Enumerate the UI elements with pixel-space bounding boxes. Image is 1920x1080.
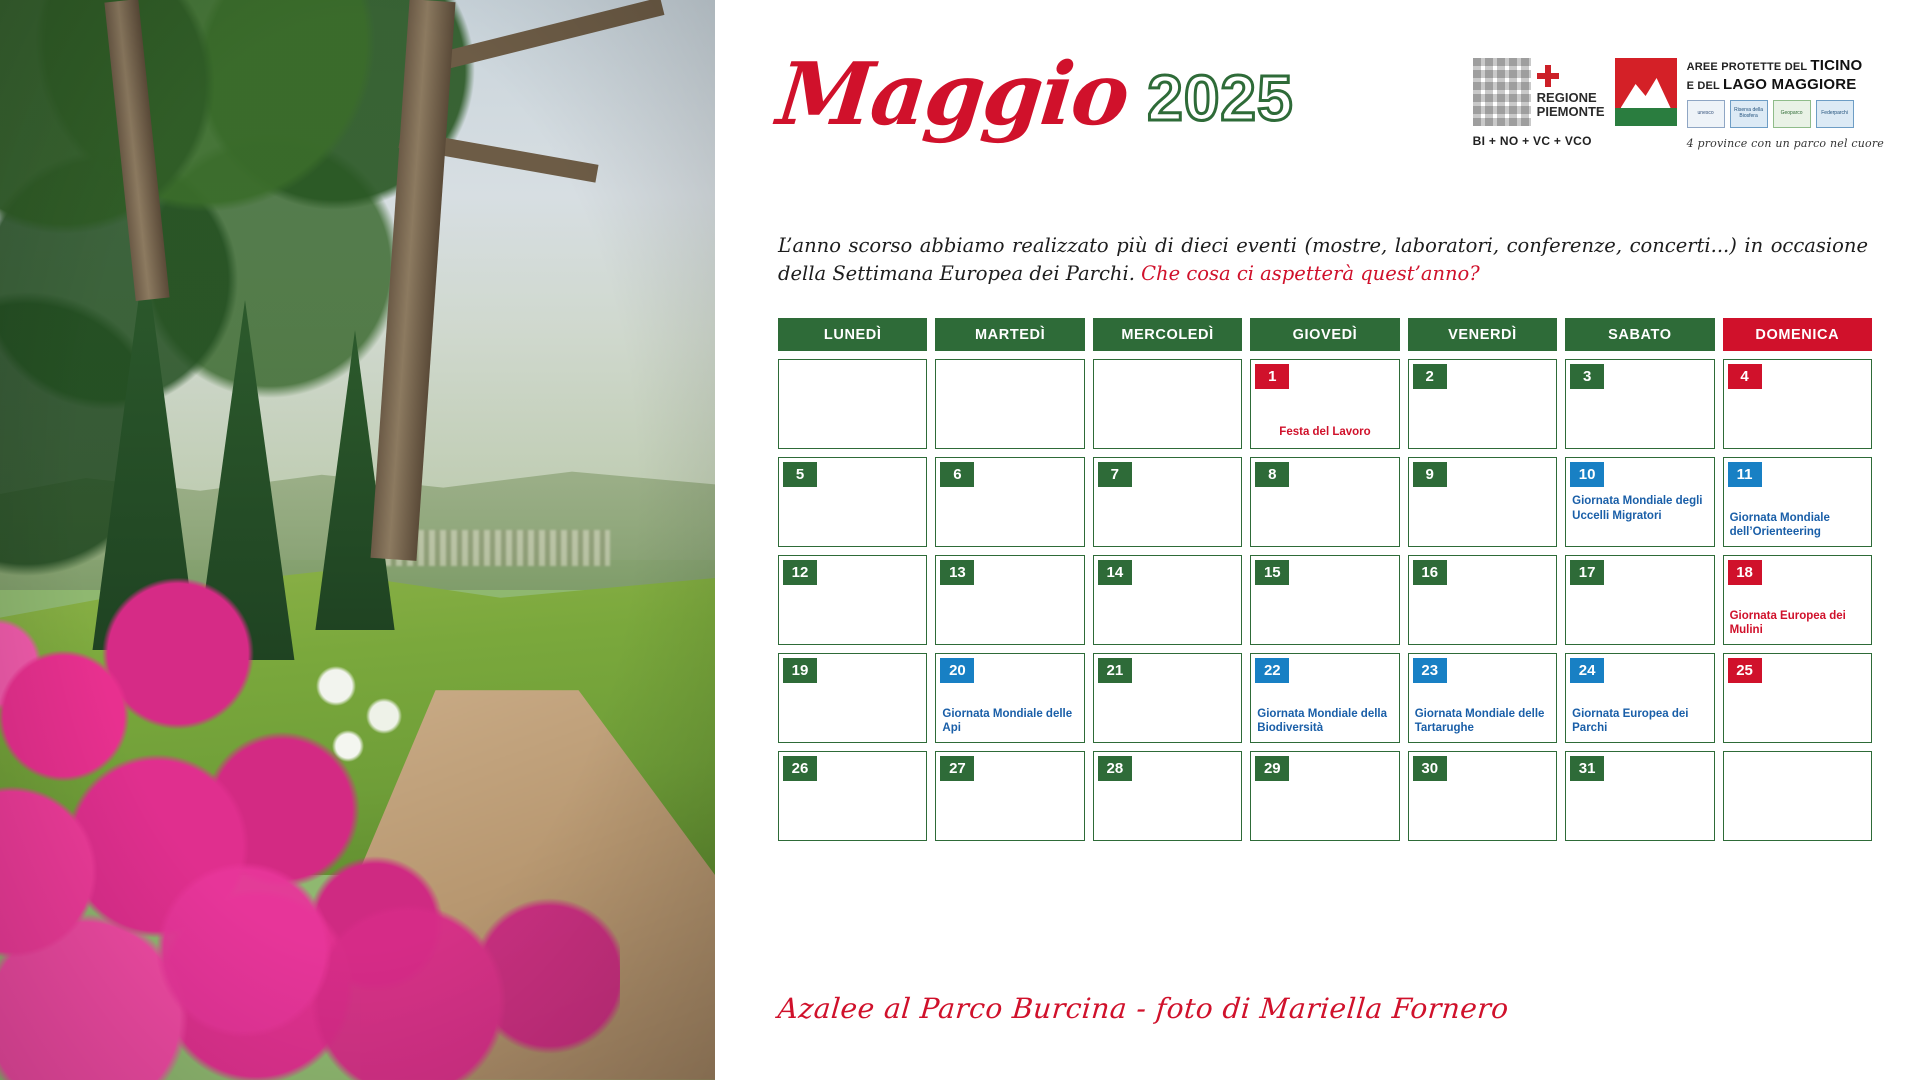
calendar-cell-day-1[interactable]	[1250, 359, 1399, 449]
calendar-cell-day-23[interactable]	[1408, 653, 1557, 743]
day-number: 1	[1255, 364, 1289, 389]
calendar-cell-day-11[interactable]	[1723, 457, 1872, 547]
weekday-header-sabato: SABATO	[1565, 318, 1714, 351]
calendar-cell-empty	[1723, 751, 1872, 841]
calendar-cell-day-26[interactable]	[778, 751, 927, 841]
year-title: 2025	[1147, 62, 1294, 134]
intro-highlight: Che cosa ci aspetterà quest’anno?	[1141, 261, 1480, 285]
weekday-header-domenica: DOMENICA	[1723, 318, 1872, 351]
intro-text	[778, 232, 1868, 287]
day-event: Giornata Mondiale delle Api	[942, 707, 1073, 735]
day-event: Festa del Lavoro	[1279, 426, 1371, 439]
day-event: Giornata Mondiale degli Uccelli Migratori	[1572, 495, 1703, 522]
calendar-cell-day-22[interactable]	[1250, 653, 1399, 743]
regione-piemonte-grid-icon	[1473, 58, 1531, 126]
day-number: 15	[1255, 560, 1289, 585]
day-number: 26	[783, 756, 817, 781]
page-title	[772, 44, 1294, 145]
provinces-label: BI + NO + VC + VCO	[1472, 134, 1592, 148]
calendar-cell-day-17[interactable]	[1565, 555, 1714, 645]
day-number: 11	[1728, 462, 1762, 487]
calendar-cell-day-29[interactable]	[1250, 751, 1399, 841]
aree-tagline: 4 province con un parco nel cuore	[1686, 136, 1884, 150]
day-event: Giornata Mondiale della Biodiversità	[1257, 707, 1387, 735]
calendar-cell-day-12[interactable]	[778, 555, 927, 645]
day-number: 29	[1255, 756, 1289, 781]
day-number: 12	[783, 560, 817, 585]
day-number: 2	[1413, 364, 1447, 389]
calendar-cell-day-24[interactable]	[1565, 653, 1714, 743]
calendar-cell-day-13[interactable]	[935, 555, 1084, 645]
calendar-cell-day-28[interactable]	[1093, 751, 1242, 841]
day-number: 18	[1728, 560, 1762, 585]
month-title: Maggio	[772, 44, 1133, 145]
day-number: 30	[1413, 756, 1447, 781]
day-number: 6	[940, 462, 974, 487]
federparchi-badge-icon: Federparchi	[1816, 100, 1854, 128]
calendar-panel	[715, 0, 1920, 1080]
day-number: 10	[1570, 462, 1604, 487]
day-event: Giornata Europea dei Parchi	[1572, 707, 1689, 735]
photo-vignette	[0, 0, 715, 1080]
calendar-cell-day-27[interactable]	[935, 751, 1084, 841]
calendar-cell-empty	[778, 359, 927, 449]
day-number: 8	[1255, 462, 1289, 487]
calendar-cell-day-18[interactable]	[1723, 555, 1872, 645]
calendar-cell-day-10[interactable]	[1565, 457, 1714, 547]
calendar-cell-empty	[1093, 359, 1242, 449]
parco-ticino-mark-icon	[1615, 58, 1677, 126]
weekday-header-martedi: MARTEDÌ	[935, 318, 1084, 351]
day-number: 17	[1570, 560, 1604, 585]
calendar-cell-day-30[interactable]	[1408, 751, 1557, 841]
day-number: 24	[1570, 658, 1604, 683]
day-number: 14	[1098, 560, 1132, 585]
water-band-icon	[1615, 108, 1677, 126]
calendar-cell-day-6[interactable]	[935, 457, 1084, 547]
regione-label: REGIONE	[1536, 90, 1597, 106]
day-number: 7	[1098, 462, 1132, 487]
day-number: 3	[1570, 364, 1604, 389]
piemonte-label: PIEMONTE	[1536, 104, 1605, 119]
calendar-cell-day-21[interactable]	[1093, 653, 1242, 743]
day-number: 27	[940, 756, 974, 781]
day-number: 25	[1728, 658, 1762, 683]
day-number: 21	[1098, 658, 1132, 683]
calendar-cell-day-31[interactable]	[1565, 751, 1714, 841]
weekday-header-venerdi: VENERDÌ	[1408, 318, 1557, 351]
regione-piemonte-logo	[1473, 58, 1605, 148]
day-number: 13	[940, 560, 974, 585]
calendar-cell-day-20[interactable]	[935, 653, 1084, 743]
day-number: 16	[1413, 560, 1447, 585]
day-number: 28	[1098, 756, 1132, 781]
weekday-header-mercoledi: MERCOLEDÌ	[1093, 318, 1242, 351]
mountain-icon	[1621, 78, 1671, 108]
calendar-cell-day-15[interactable]	[1250, 555, 1399, 645]
day-event: Giornata Mondiale dell’Orienteering	[1729, 511, 1830, 539]
calendar-cell-day-3[interactable]	[1565, 359, 1714, 449]
day-event: Giornata Mondiale delle Tartarughe	[1414, 707, 1545, 735]
aree-lago: LAGO MAGGIORE	[1723, 75, 1857, 93]
photo-azalee-parco-burcina	[0, 0, 715, 1080]
calendar-cell-day-4[interactable]	[1723, 359, 1872, 449]
calendar-days	[778, 359, 1872, 841]
day-number: 31	[1570, 756, 1604, 781]
calendar-cell-day-19[interactable]	[778, 653, 927, 743]
weekday-header-lunedi: LUNEDÌ	[778, 318, 927, 351]
calendar-cell-day-2[interactable]	[1408, 359, 1557, 449]
aree-ticino: TICINO	[1810, 57, 1863, 74]
day-number: 20	[940, 658, 974, 683]
photo-caption: Azalee al Parco Burcina - foto di Mariella Fornero	[776, 992, 1511, 1025]
calendar-grid	[778, 318, 1872, 841]
piemonte-cross-icon	[1537, 65, 1559, 87]
aree-line1b: E DEL	[1686, 79, 1720, 92]
intro-part1: L’anno scorso abbiamo realizzato più di dieci eventi (mostre, laboratori, conferenze, concerti...) in occasione della Settimana Europea dei Parchi.	[778, 234, 1868, 285]
partner-badges	[1687, 100, 1884, 128]
calendar-cell-day-7[interactable]	[1093, 457, 1242, 547]
logo-bar	[1473, 58, 1884, 150]
day-number: 22	[1255, 658, 1289, 683]
unesco-badge-icon: unesco	[1687, 100, 1725, 128]
day-number: 19	[783, 658, 817, 683]
day-number: 5	[783, 462, 817, 487]
calendar-cell-day-8[interactable]	[1250, 457, 1399, 547]
geoparco-badge-icon: Geoparco	[1773, 100, 1811, 128]
day-number: 23	[1413, 658, 1447, 683]
calendar-cell-day-14[interactable]	[1093, 555, 1242, 645]
aree-line1: AREE PROTETTE DEL	[1686, 61, 1808, 73]
day-number: 4	[1728, 364, 1762, 389]
day-event: Giornata Europea dei Mulini	[1729, 609, 1846, 637]
biosfera-badge-icon: Riserva della Biosfera	[1730, 100, 1768, 128]
day-number: 9	[1413, 462, 1447, 487]
calendar-cell-day-5[interactable]	[778, 457, 927, 547]
calendar-cell-day-25[interactable]	[1723, 653, 1872, 743]
calendar-cell-day-9[interactable]	[1408, 457, 1557, 547]
calendar-cell-empty	[935, 359, 1084, 449]
calendar-cell-day-16[interactable]	[1408, 555, 1557, 645]
weekday-header-row	[778, 318, 1872, 351]
aree-protette-logo	[1687, 58, 1884, 150]
weekday-header-giovedi: GIOVEDÌ	[1250, 318, 1399, 351]
